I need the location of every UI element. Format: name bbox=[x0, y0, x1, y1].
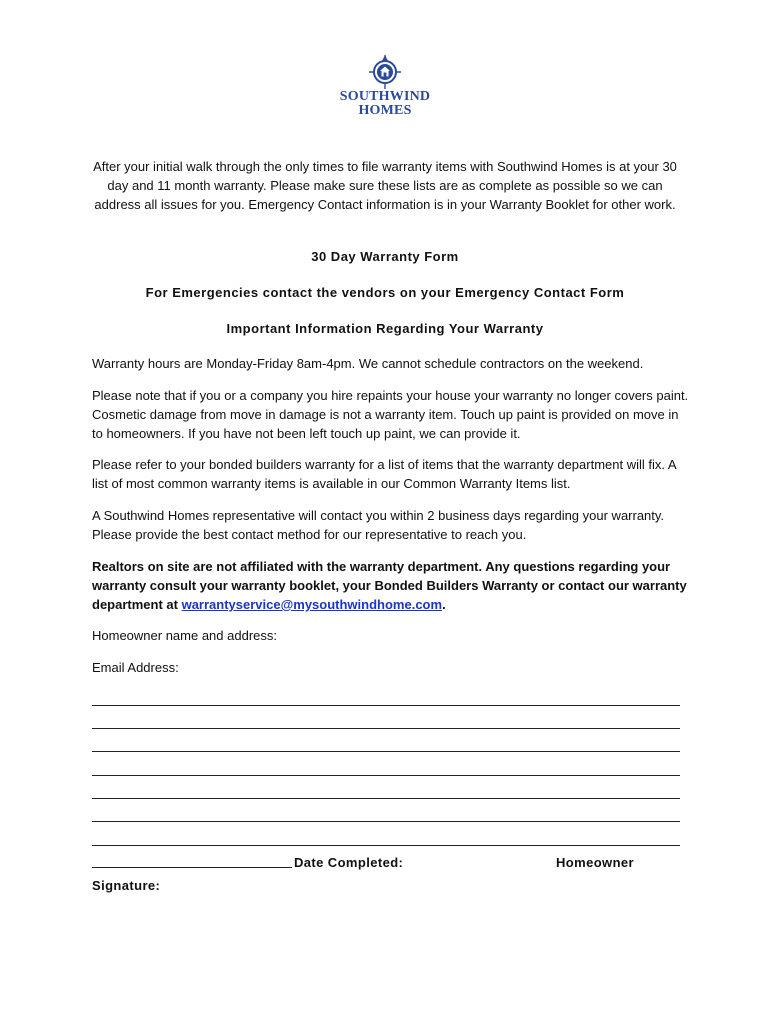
signature-row bbox=[92, 855, 692, 875]
company-logo bbox=[0, 54, 770, 118]
write-in-line[interactable] bbox=[92, 821, 680, 822]
write-in-line[interactable] bbox=[92, 775, 680, 776]
compass-house-icon bbox=[368, 54, 402, 90]
homeowner-name-label: Homeowner name and address: bbox=[92, 628, 277, 643]
email-address-label: Email Address: bbox=[92, 660, 179, 675]
realtor-notice-end: . bbox=[442, 597, 446, 612]
signature-label: Signature: bbox=[92, 878, 161, 893]
bonded-paragraph: Please refer to your bonded builders warranty for a list of items that the warranty department will fix. A list of most common warranty items is available in our Common Warranty Items list. bbox=[92, 457, 676, 491]
important-heading: Important Information Regarding Your Warranty bbox=[226, 321, 544, 336]
emergency-heading: For Emergencies contact the vendors on your Emergency Contact Form bbox=[145, 285, 625, 300]
realtor-notice-text: Realtors on site are not affiliated with the warranty department. Any questions regarding your warranty consult your warranty booklet, your Bonded Builders Warranty or contact our warranty department at bbox=[92, 559, 687, 612]
hours-paragraph: Warranty hours are Monday-Friday 8am-4pm. We cannot schedule contractors on the weekend. bbox=[92, 356, 644, 371]
realtor-notice bbox=[92, 557, 692, 614]
form-title: 30 Day Warranty Form bbox=[311, 249, 459, 264]
signature-blank-line[interactable] bbox=[92, 867, 292, 868]
warranty-email-link[interactable]: warrantyservice@mysouthwindhome.com bbox=[181, 597, 443, 612]
write-in-line[interactable] bbox=[92, 728, 680, 729]
date-completed-label: Date Completed: bbox=[294, 855, 404, 870]
write-in-line[interactable] bbox=[92, 705, 680, 706]
brand-name-line1: SOUTHWIND bbox=[339, 89, 431, 104]
contact-paragraph: A Southwind Homes representative will contact you within 2 business days regarding your warranty. Please provide the best contact method for our representative to reach you. bbox=[92, 508, 665, 542]
homeowner-label: Homeowner bbox=[556, 855, 635, 870]
brand-name-line2: HOMES bbox=[358, 103, 412, 118]
write-in-line[interactable] bbox=[92, 845, 680, 846]
write-in-line[interactable] bbox=[92, 798, 680, 799]
paint-paragraph: Please note that if you or a company you hire repaints your house your warranty no longer covers paint. Cosmetic damage from move in damage is not a warranty item. Touch up paint is provided on move in to homeowners. If you have not been left touch up paint, we can provide it. bbox=[92, 388, 689, 441]
intro-paragraph: After your initial walk through the only times to file warranty items with Southwind Homes is at your 30 day and 11 month warranty. Please make sure these lists are as complete as possible so we can address all issues for you. Emergency Contact information is in your Warranty Booklet for other work. bbox=[93, 159, 677, 212]
write-in-line[interactable] bbox=[92, 751, 680, 752]
